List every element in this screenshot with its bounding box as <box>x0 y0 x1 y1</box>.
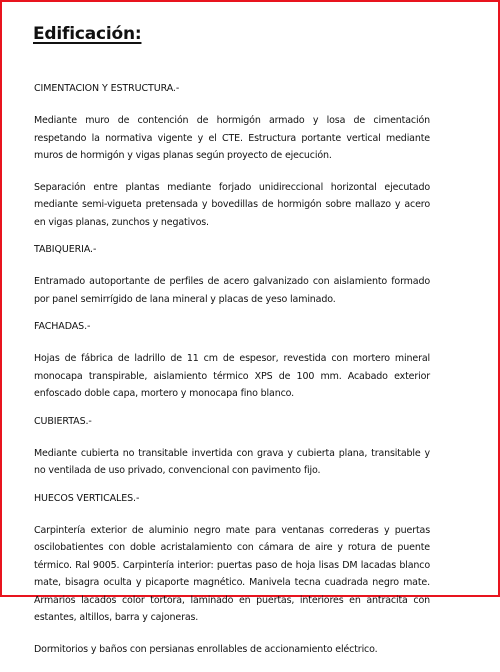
section-tabiqueria <box>34 243 430 308</box>
section-heading: HUECOS VERTICALES.- <box>34 492 140 504</box>
section-paragraph: Hojas de fábrica de ladrillo de 11 cm de espesor, revestida con mortero mineral monocapa transpirable, aislamiento térmico XPS de 100 mm. Acabado exterior enfoscado doble capa, mortero y monocapa fino blanco. <box>34 353 430 399</box>
section-huecos-verticales <box>34 492 430 659</box>
section-cubiertas <box>34 415 430 480</box>
section-paragraph: Carpintería exterior de aluminio negro mate para ventanas correderas y puertas oscilobatientes con doble acristalamiento con cámara de aire y rotura de puente térmico. Ral 9005. Carpintería interior: puertas paso de hoja lisas DM lacadas blanco mate, bisagra oculta y picaporte magnético. Manivela tecna cuadrada negro mate. Armarios lacados color tortora, laminado en puertas, interiores en antracita con estantes, altillos, barra y cajoneras. <box>34 524 430 623</box>
document-title: Edificación: <box>33 24 142 44</box>
section-heading: TABIQUERIA.- <box>34 244 97 255</box>
section-paragraph: Separación entre plantas mediante forjado unidireccional horizontal ejecutado mediante semi-vigueta pretensada y bovedillas de hormigón sobre mallazo y acero en vigas planas, zunchos y negativos. <box>34 181 430 228</box>
document-body <box>34 82 430 672</box>
section-paragraph: Entramado autoportante de perfiles de acero galvanizado con aislamiento formado por panel semirrígido de lana mineral y placas de yeso laminado. <box>34 276 430 305</box>
section-heading: CUBIERTAS.- <box>34 415 92 427</box>
section-fachadas <box>34 320 430 403</box>
section-paragraph: Dormitorios y baños con persianas enrollables de accionamiento eléctrico. <box>34 643 378 655</box>
section-paragraph: Mediante muro de contención de hormigón armado y losa de cimentación respetando la normativa vigente y el CTE. Estructura portante vertical mediante muros de hormigón y vigas planas según proyecto de ejecución. <box>34 115 430 161</box>
section-paragraph: Mediante cubierta no transitable invertida con grava y cubierta plana, transitable y no ventilada de uso privado, convencional con pavimento fijo. <box>34 447 430 476</box>
section-cimentacion <box>34 82 430 231</box>
section-heading: CIMENTACION Y ESTRUCTURA.- <box>34 83 180 94</box>
section-heading: FACHADAS.- <box>34 321 91 332</box>
